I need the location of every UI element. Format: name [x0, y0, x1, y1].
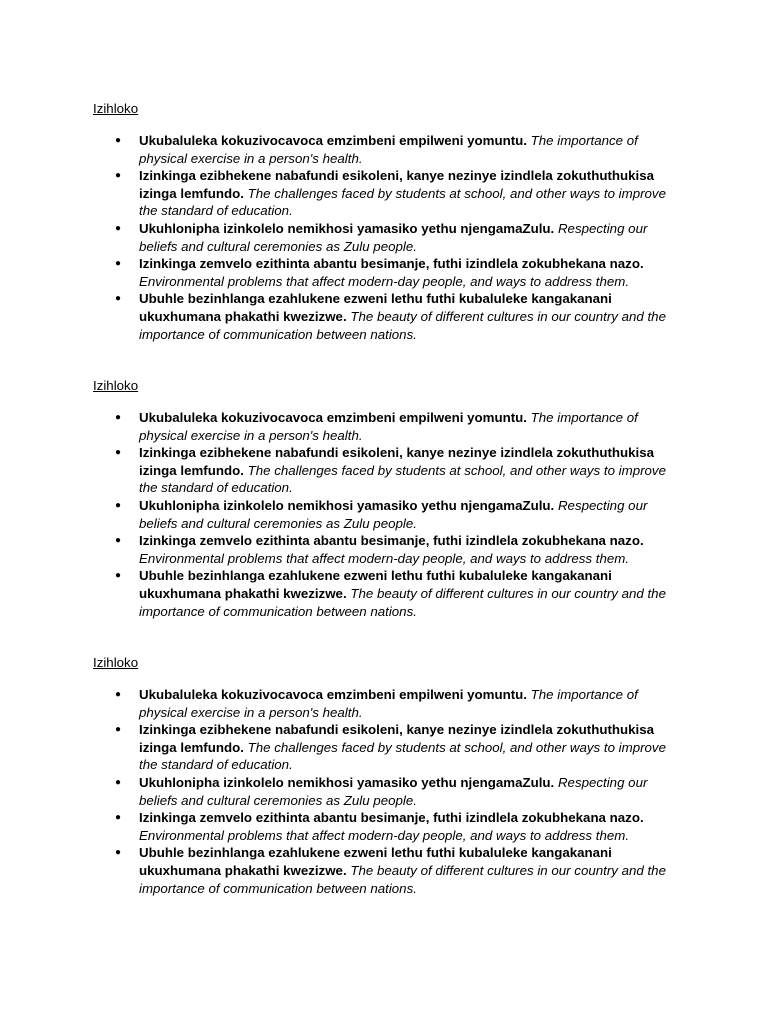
topic-item — [93, 167, 683, 220]
topic-english-text: The challenges faced by students at school, and other ways to improve the standard of education. — [139, 462, 666, 496]
topic-item — [93, 686, 683, 721]
bullet-icon: ● — [115, 535, 122, 547]
topic-english-text: The importance of physical exercise in a person's health. — [139, 687, 638, 720]
bullet-icon: ● — [115, 135, 122, 146]
topics-section — [93, 377, 683, 619]
topic-item — [93, 255, 683, 290]
topic-item — [93, 497, 683, 532]
topic-item — [93, 844, 683, 897]
topic-zulu-text: Izinkinga zemvelo ezithinta abantu besimanje, futhi izindlela zokubhekana nazo. — [139, 533, 644, 549]
topic-zulu-text: Izinkinga zemvelo ezithinta abantu besimanje, futhi izindlela zokubhekana nazo. — [139, 256, 644, 272]
bullet-icon: ● — [115, 170, 122, 182]
topic-item — [93, 567, 683, 620]
topic-zulu-text: Ukubaluleka kokuzivocavoca emzimbeni empilweni yomuntu. — [139, 133, 527, 148]
topic-english-text: Respecting our beliefs and cultural ceremonies as Zulu people. — [139, 220, 648, 254]
topic-zulu-text: Ubuhle bezinhlanga ezahlukene ezweni lethu futhi kubaluleke kangakanani ukuxhumana phakathi kwezizwe. — [139, 845, 612, 878]
topic-zulu-text: Ukubaluleka kokuzivocavoca emzimbeni empilweni yomuntu. — [139, 410, 527, 425]
topic-zulu-text: Izinkinga ezibhekene nabafundi esikoleni, kanye nezinye izindlela zokuthuthukisa izinga lemfundo. — [139, 722, 655, 755]
topic-zulu-text: Ukuhlonipha izinkolelo nemikhosi yamasiko yethu njengamaZulu. — [139, 774, 555, 790]
topic-english-text: The beauty of different cultures in our country and the importance of communication between nations. — [139, 308, 666, 342]
topic-english-text: Environmental problems that affect modern-day people, and ways to address them. — [139, 550, 630, 566]
topic-item — [93, 444, 683, 497]
bullet-icon: ● — [115, 847, 122, 859]
topic-english-text: The beauty of different cultures in our country and the importance of communication between nations. — [139, 585, 666, 619]
bullet-icon: ● — [115, 724, 122, 736]
topic-item — [93, 532, 683, 567]
topic-english-text: The importance of physical exercise in a person's health. — [139, 133, 638, 166]
bullet-icon: ● — [115, 293, 122, 305]
bullet-icon: ● — [115, 776, 122, 788]
topics-section — [93, 100, 683, 342]
topic-english-text: Environmental problems that affect modern-day people, and ways to address them. — [139, 827, 630, 843]
topic-english-text: Environmental problems that affect modern-day people, and ways to address them. — [139, 273, 630, 289]
section-heading: Izihloko — [93, 101, 139, 116]
topic-english-text: Respecting our beliefs and cultural ceremonies as Zulu people. — [139, 774, 648, 808]
topic-item — [93, 220, 683, 255]
topic-zulu-text: Ubuhle bezinhlanga ezahlukene ezweni lethu futhi kubaluleke kangakanani ukuxhumana phakathi kwezizwe. — [139, 568, 612, 601]
topic-list — [93, 132, 683, 343]
topic-zulu-text: Izinkinga ezibhekene nabafundi esikoleni, kanye nezinye izindlela zokuthuthukisa izinga lemfundo. — [139, 445, 655, 478]
bullet-icon: ● — [115, 412, 122, 423]
section-heading: Izihloko — [93, 378, 139, 393]
topic-zulu-text: Izinkinga ezibhekene nabafundi esikoleni, kanye nezinye izindlela zokuthuthukisa izinga lemfundo. — [139, 168, 655, 201]
section-heading: Izihloko — [93, 655, 139, 670]
bullet-icon: ● — [115, 689, 122, 700]
topic-item — [93, 774, 683, 809]
topic-zulu-text: Ubuhle bezinhlanga ezahlukene ezweni lethu futhi kubaluleke kangakanani ukuxhumana phakathi kwezizwe. — [139, 291, 612, 324]
topic-item — [93, 809, 683, 844]
topic-item — [93, 409, 683, 444]
topic-english-text: Respecting our beliefs and cultural ceremonies as Zulu people. — [139, 497, 648, 531]
topic-english-text: The importance of physical exercise in a person's health. — [139, 410, 638, 443]
topic-item — [93, 721, 683, 774]
topic-item — [93, 290, 683, 343]
topic-item — [93, 132, 683, 167]
topic-list — [93, 409, 683, 620]
topic-zulu-text: Izinkinga zemvelo ezithinta abantu besimanje, futhi izindlela zokubhekana nazo. — [139, 810, 644, 826]
bullet-icon: ● — [115, 222, 122, 234]
topic-english-text: The beauty of different cultures in our country and the importance of communication between nations. — [139, 862, 666, 896]
topic-list — [93, 686, 683, 897]
topic-zulu-text: Ukubaluleka kokuzivocavoca emzimbeni empilweni yomuntu. — [139, 687, 527, 702]
bullet-icon: ● — [115, 570, 122, 582]
topic-english-text: The challenges faced by students at school, and other ways to improve the standard of education. — [139, 739, 666, 773]
topic-zulu-text: Ukuhlonipha izinkolelo nemikhosi yamasiko yethu njengamaZulu. — [139, 220, 555, 236]
bullet-icon: ● — [115, 499, 122, 511]
bullet-icon: ● — [115, 447, 122, 459]
topic-english-text: The challenges faced by students at school, and other ways to improve the standard of education. — [139, 185, 666, 219]
bullet-icon: ● — [115, 258, 122, 270]
bullet-icon: ● — [115, 812, 122, 824]
topic-zulu-text: Ukuhlonipha izinkolelo nemikhosi yamasiko yethu njengamaZulu. — [139, 497, 555, 513]
topics-section — [93, 654, 683, 896]
